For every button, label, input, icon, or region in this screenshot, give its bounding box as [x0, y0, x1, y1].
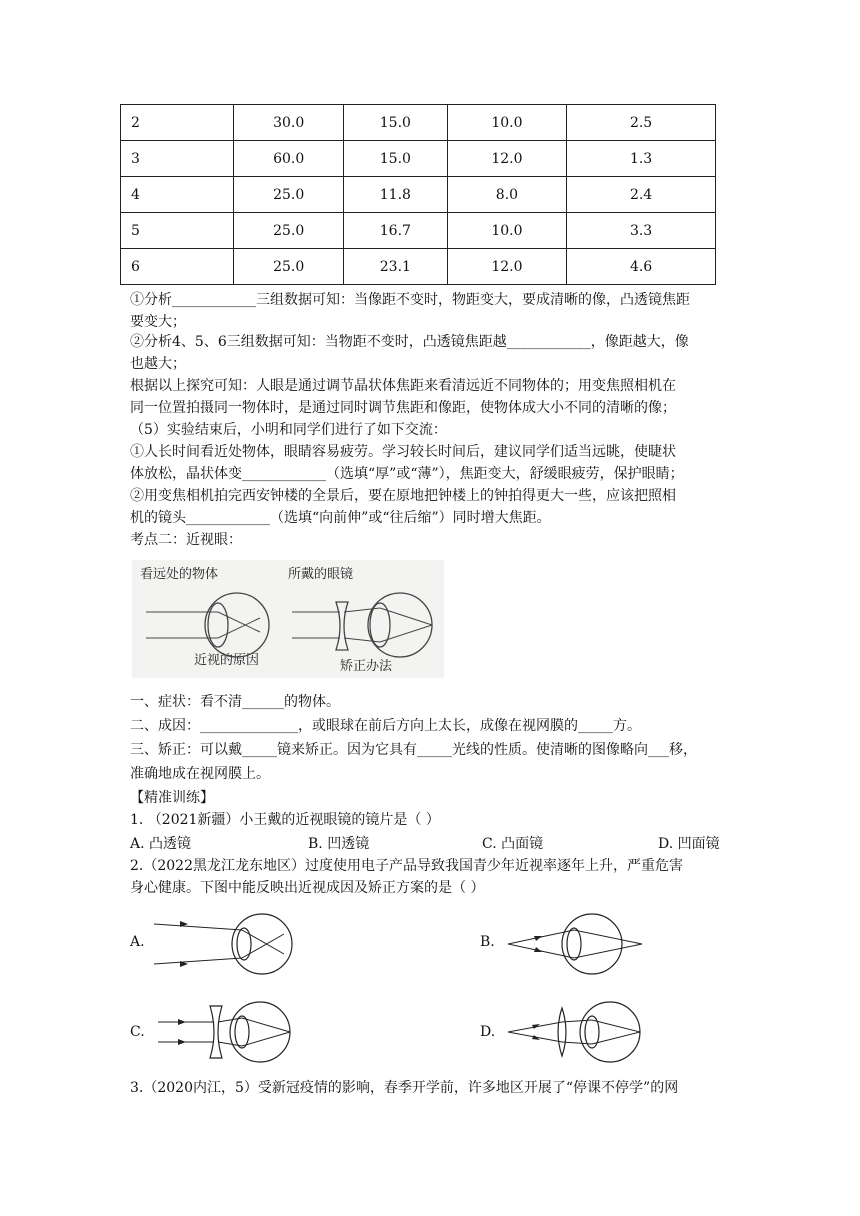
question-3: 3.（2020内江，5）受新冠疫情的影响，春季开学前，许多地区开展了“停课不停学”的网 [130, 1080, 679, 1096]
table-cell: 6 [121, 249, 234, 285]
text-line: 同一位置拍摄同一物体时，是通过同时调节焦距和像距，使物体成大小不同的清晰的像； [130, 400, 676, 416]
label-fix: 矫正办法 [340, 659, 393, 674]
nearsighted-eye-diagram [154, 912, 330, 976]
q1-option-d[interactable]: D. 凹面镜 [658, 836, 720, 852]
table-cell: 25.0 [234, 177, 344, 213]
text-line: 二、成因：______________，或眼球在前后方向上太长，成像在视网膜的_____方。 [130, 718, 641, 734]
table-cell: 15.0 [343, 141, 447, 177]
q2-label-d: D. [480, 1024, 496, 1040]
table-row [121, 249, 716, 285]
table-cell: 11.8 [343, 177, 447, 213]
table-cell: 12.0 [447, 249, 566, 285]
table-cell: 3.3 [567, 213, 716, 249]
text-line: ①人长时间看近处物体，眼睛容易疲劳。学习较长时间后，建议同学们适当远眺，使睫状 [130, 444, 676, 460]
table-cell: 2.5 [567, 105, 716, 141]
q2-option-b[interactable] [480, 912, 650, 976]
text-line: 也越大； [130, 356, 186, 372]
table-cell: 30.0 [234, 105, 344, 141]
label-far-object: 看远处的物体 [140, 567, 219, 582]
question-1: 1. （2021新疆）小王戴的近视眼镜的镜片是（ ） [130, 812, 440, 828]
q1-option-a[interactable]: A. 凸透镜 [130, 836, 192, 852]
myopia-diagram [132, 560, 444, 678]
table-cell: 60.0 [234, 141, 344, 177]
text-line: 要变大； [130, 314, 186, 330]
table-cell: 25.0 [234, 249, 344, 285]
myopia-photo [132, 560, 444, 678]
table-cell: 10.0 [447, 105, 566, 141]
table-cell: 4.6 [567, 249, 716, 285]
table-cell: 16.7 [343, 213, 447, 249]
table-cell: 2.4 [567, 177, 716, 213]
table-cell: 4 [121, 177, 234, 213]
table-row [121, 213, 716, 249]
table-row [121, 105, 716, 141]
table-cell: 5 [121, 213, 234, 249]
text-line: ②用变焦相机拍完西安钟楼的全景后，要在原地把钟楼上的钟拍得更大一些，应该把照相 [130, 488, 676, 504]
concave-lens-correction-diagram [154, 1000, 300, 1064]
label-glasses: 所戴的眼镜 [288, 567, 354, 582]
label-cause: 近视的原因 [194, 653, 260, 668]
table-cell: 15.0 [343, 105, 447, 141]
text-line: ①分析____________三组数据可知：当像距不变时，物距变大，要成清晰的像，凸透镜焦距 [130, 292, 690, 308]
text-line: 一、症状：看不清______的物体。 [130, 694, 340, 710]
text-line: 身心健康。下图中能反映出近视成因及矫正方案的是（ ） [130, 880, 485, 896]
q2-label-c: C. [130, 1024, 145, 1040]
farsighted-eye-diagram [504, 912, 650, 976]
q2-option-d[interactable] [480, 1000, 650, 1064]
table-cell: 23.1 [343, 249, 447, 285]
text-line: 三、矫正：可以戴_____镜来矫正。因为它具有_____光线的性质。使清晰的图像略向___移， [130, 742, 697, 758]
text-line: （5）实验结束后，小明和同学们进行了如下交流： [130, 422, 447, 438]
table-cell: 2 [121, 105, 234, 141]
table-cell: 25.0 [234, 213, 344, 249]
q1-option-b[interactable]: B. 凹透镜 [308, 836, 370, 852]
text-line: 考点二：近视眼： [130, 532, 242, 548]
text-line: 机的镜头____________（选填“向前伸”或“往后缩”）同时增大焦距。 [130, 510, 551, 526]
section-heading: 【精准训练】 [130, 790, 214, 806]
text-line: 体放松，晶状体变____________（选填“厚”或“薄”），焦距变大，舒缓眼疲劳，保护眼睛； [130, 466, 684, 482]
q2-option-c[interactable] [130, 1000, 300, 1064]
table-row [121, 177, 716, 213]
text-line: 根据以上探究可知：人眼是通过调节晶状体焦距来看清远近不同物体的；用变焦照相机在 [130, 378, 676, 394]
text-line: 准确地成在视网膜上。 [130, 766, 270, 782]
table-cell: 3 [121, 141, 234, 177]
table-cell: 10.0 [447, 213, 566, 249]
question-2: 2.（2022黑龙江龙东地区）过度使用电子产品导致我国青少年近视率逐年上升，严重危害 [130, 858, 683, 874]
q2-label-b: B. [480, 934, 495, 950]
q2-option-a[interactable] [130, 912, 330, 976]
text-line: ②分析4、5、6三组数据可知：当物距不变时，凸透镜焦距越____________，像距越大，像 [130, 334, 689, 350]
table-cell: 12.0 [447, 141, 566, 177]
convex-lens-correction-diagram [504, 1000, 650, 1064]
table-cell: 8.0 [447, 177, 566, 213]
q1-option-c[interactable]: C. 凸面镜 [482, 836, 544, 852]
experiment-data-table [120, 104, 716, 285]
q2-label-a: A. [130, 934, 145, 950]
table-row [121, 141, 716, 177]
table-cell: 1.3 [567, 141, 716, 177]
